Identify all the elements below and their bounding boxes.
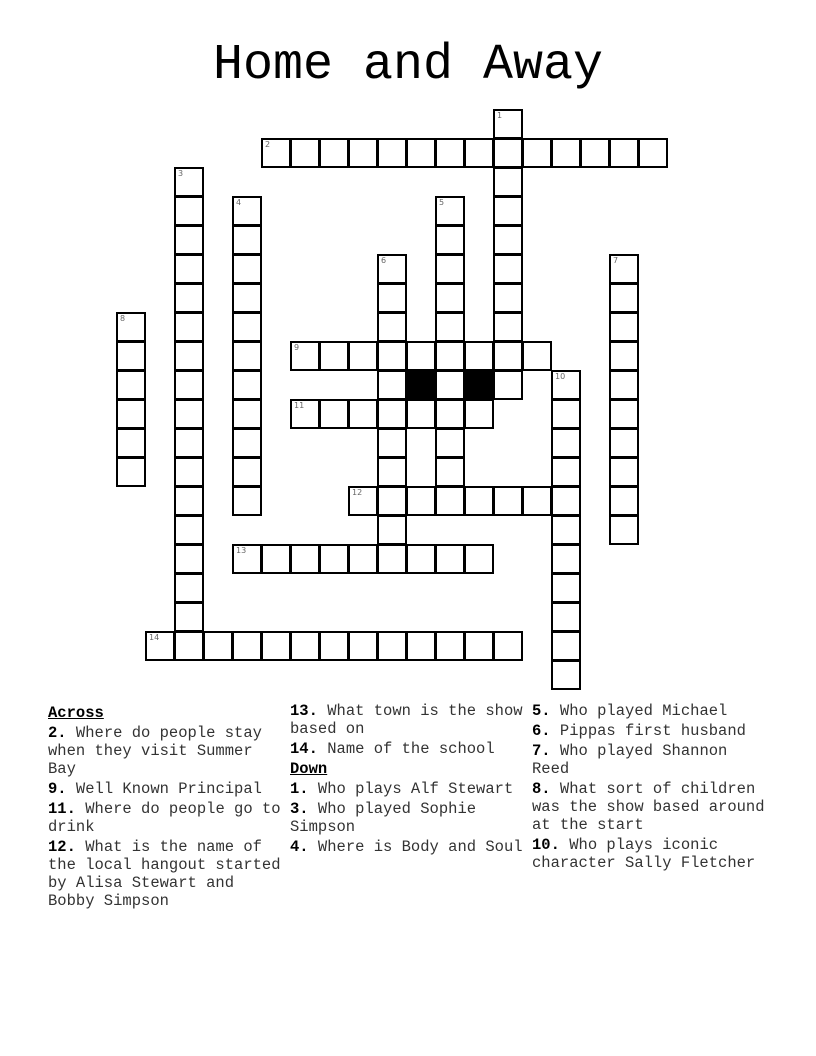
grid-cell[interactable] bbox=[232, 631, 262, 661]
grid-cell[interactable] bbox=[348, 631, 378, 661]
grid-cell[interactable] bbox=[551, 602, 581, 632]
grid-cell[interactable] bbox=[609, 428, 639, 458]
clue-number: 12. bbox=[48, 838, 76, 856]
grid-cell[interactable] bbox=[435, 196, 465, 226]
grid-cell[interactable] bbox=[232, 225, 262, 255]
grid-cell[interactable] bbox=[609, 399, 639, 429]
grid-cell[interactable] bbox=[493, 283, 523, 313]
grid-cell[interactable] bbox=[290, 399, 320, 429]
grid-cell[interactable] bbox=[435, 428, 465, 458]
grid-cell[interactable] bbox=[435, 254, 465, 284]
grid-cell[interactable] bbox=[551, 138, 581, 168]
grid-cell[interactable] bbox=[551, 486, 581, 516]
grid-cell[interactable] bbox=[261, 544, 291, 574]
grid-cell[interactable] bbox=[174, 399, 204, 429]
grid-cell[interactable] bbox=[435, 341, 465, 371]
grid-cell[interactable] bbox=[319, 544, 349, 574]
grid-cell[interactable] bbox=[464, 544, 494, 574]
clues-column-3 bbox=[532, 702, 767, 874]
clue-number: 10. bbox=[532, 836, 560, 854]
grid-cell[interactable] bbox=[174, 486, 204, 516]
grid-cell[interactable] bbox=[493, 109, 523, 139]
grid-cell[interactable] bbox=[232, 254, 262, 284]
grid-cell[interactable] bbox=[145, 631, 175, 661]
grid-cell[interactable] bbox=[609, 254, 639, 284]
grid-cell[interactable] bbox=[638, 138, 668, 168]
grid-cell[interactable] bbox=[522, 138, 552, 168]
clue-down-3 bbox=[290, 800, 525, 836]
grid-cell[interactable] bbox=[522, 486, 552, 516]
grid-cell[interactable] bbox=[116, 428, 146, 458]
cell-number: 9 bbox=[294, 343, 300, 352]
grid-cell[interactable] bbox=[348, 486, 378, 516]
clue-text: Name of the school bbox=[327, 740, 495, 758]
grid-cell[interactable] bbox=[377, 486, 407, 516]
grid-cell-blocked bbox=[406, 370, 436, 400]
grid-cell[interactable] bbox=[377, 370, 407, 400]
cell-number: 12 bbox=[352, 488, 363, 497]
clue-down-6 bbox=[532, 722, 767, 740]
grid-cell[interactable] bbox=[174, 341, 204, 371]
clues-column-1 bbox=[48, 702, 283, 912]
grid-cell[interactable] bbox=[377, 515, 407, 545]
grid-cell[interactable] bbox=[174, 370, 204, 400]
grid-cell[interactable] bbox=[203, 631, 233, 661]
grid-cell[interactable] bbox=[551, 457, 581, 487]
clues-column-2 bbox=[290, 702, 525, 858]
grid-cell[interactable] bbox=[377, 631, 407, 661]
cell-number: 3 bbox=[178, 169, 184, 178]
grid-cell[interactable] bbox=[319, 399, 349, 429]
grid-cell[interactable] bbox=[232, 312, 262, 342]
grid-cell[interactable] bbox=[174, 283, 204, 313]
grid-cell[interactable] bbox=[116, 341, 146, 371]
clue-text: What is the name of the local hangout started by Alisa Stewart and Bobby Simpson bbox=[48, 838, 281, 910]
grid-cell[interactable] bbox=[609, 283, 639, 313]
grid-cell[interactable] bbox=[319, 631, 349, 661]
clue-text: Well Known Principal bbox=[75, 780, 262, 798]
cell-number: 7 bbox=[613, 256, 619, 265]
cell-number: 13 bbox=[236, 546, 247, 555]
clue-text: Pippas first husband bbox=[559, 722, 746, 740]
clue-number: 1. bbox=[290, 780, 309, 798]
clue-number: 8. bbox=[532, 780, 551, 798]
grid-cell[interactable] bbox=[377, 312, 407, 342]
puzzle-title: Home and Away bbox=[212, 37, 604, 94]
grid-cell[interactable] bbox=[435, 544, 465, 574]
clue-across-12 bbox=[48, 838, 283, 910]
grid-cell[interactable] bbox=[290, 631, 320, 661]
grid-cell[interactable] bbox=[174, 457, 204, 487]
grid-cell[interactable] bbox=[609, 486, 639, 516]
grid-cell[interactable] bbox=[493, 167, 523, 197]
grid-cell[interactable] bbox=[464, 138, 494, 168]
grid-cell[interactable] bbox=[493, 631, 523, 661]
grid-cell[interactable] bbox=[551, 573, 581, 603]
grid-cell[interactable] bbox=[493, 254, 523, 284]
grid-cell[interactable] bbox=[290, 138, 320, 168]
grid-cell[interactable] bbox=[551, 544, 581, 574]
clue-text: Who played Shannon Reed bbox=[532, 742, 728, 778]
grid-cell[interactable] bbox=[551, 399, 581, 429]
grid-cell[interactable] bbox=[319, 138, 349, 168]
clue-across-14 bbox=[290, 740, 525, 758]
grid-cell[interactable] bbox=[261, 138, 291, 168]
grid-cell[interactable] bbox=[377, 283, 407, 313]
grid-cell[interactable] bbox=[493, 370, 523, 400]
grid-cell[interactable] bbox=[493, 312, 523, 342]
grid-cell[interactable] bbox=[174, 225, 204, 255]
grid-cell[interactable] bbox=[319, 341, 349, 371]
grid-cell[interactable] bbox=[406, 486, 436, 516]
grid-cell[interactable] bbox=[377, 544, 407, 574]
grid-cell[interactable] bbox=[493, 196, 523, 226]
clue-down-1 bbox=[290, 780, 525, 798]
grid-cell[interactable] bbox=[435, 138, 465, 168]
clue-number: 11. bbox=[48, 800, 76, 818]
grid-cell[interactable] bbox=[261, 631, 291, 661]
clue-down-10 bbox=[532, 836, 767, 872]
grid-cell[interactable] bbox=[174, 428, 204, 458]
clue-number: 5. bbox=[532, 702, 551, 720]
grid-cell[interactable] bbox=[232, 457, 262, 487]
clue-down-4 bbox=[290, 838, 525, 856]
grid-cell[interactable] bbox=[464, 631, 494, 661]
cell-number: 8 bbox=[120, 314, 126, 323]
clue-text: Where is Body and Soul bbox=[317, 838, 523, 856]
cell-number: 1 bbox=[497, 111, 503, 120]
clue-text: Who plays iconic character Sally Fletcher bbox=[532, 836, 756, 872]
grid-cell[interactable] bbox=[232, 544, 262, 574]
grid-cell[interactable] bbox=[435, 312, 465, 342]
grid-cell[interactable] bbox=[377, 428, 407, 458]
grid-cell[interactable] bbox=[493, 225, 523, 255]
grid-cell[interactable] bbox=[290, 341, 320, 371]
cell-number: 10 bbox=[555, 372, 566, 381]
grid-cell[interactable] bbox=[435, 225, 465, 255]
clue-number: 3. bbox=[290, 800, 309, 818]
grid-cell[interactable] bbox=[232, 283, 262, 313]
grid-cell[interactable] bbox=[174, 167, 204, 197]
grid-cell[interactable] bbox=[551, 515, 581, 545]
grid-cell[interactable] bbox=[116, 312, 146, 342]
clue-number: 4. bbox=[290, 838, 309, 856]
grid-cell[interactable] bbox=[377, 138, 407, 168]
grid-cell[interactable] bbox=[232, 341, 262, 371]
clue-text: Where do people go to drink bbox=[48, 800, 281, 836]
clue-number: 2. bbox=[48, 724, 67, 742]
clue-number: 13. bbox=[290, 702, 318, 720]
grid-cell[interactable] bbox=[493, 138, 523, 168]
grid-cell[interactable] bbox=[609, 457, 639, 487]
clue-text: Who played Sophie Simpson bbox=[290, 800, 477, 836]
grid-cell[interactable] bbox=[348, 341, 378, 371]
grid-cell[interactable] bbox=[435, 370, 465, 400]
grid-cell[interactable] bbox=[464, 486, 494, 516]
across-heading: Across bbox=[48, 704, 104, 722]
grid-cell[interactable] bbox=[406, 399, 436, 429]
cell-number: 11 bbox=[294, 401, 305, 410]
grid-cell[interactable] bbox=[609, 515, 639, 545]
grid-cell[interactable] bbox=[609, 341, 639, 371]
grid-cell[interactable] bbox=[406, 544, 436, 574]
clue-down-5 bbox=[532, 702, 767, 720]
grid-cell[interactable] bbox=[406, 341, 436, 371]
grid-cell[interactable] bbox=[232, 428, 262, 458]
clue-number: 6. bbox=[532, 722, 551, 740]
clue-text: Where do people stay when they visit Summer Bay bbox=[48, 724, 262, 778]
grid-cell[interactable] bbox=[174, 573, 204, 603]
grid-cell[interactable] bbox=[493, 341, 523, 371]
grid-cell[interactable] bbox=[377, 254, 407, 284]
grid-cell[interactable] bbox=[174, 254, 204, 284]
clue-text: Who plays Alf Stewart bbox=[317, 780, 514, 798]
grid-cell[interactable] bbox=[435, 283, 465, 313]
grid-cell[interactable] bbox=[377, 457, 407, 487]
grid-cell[interactable] bbox=[174, 196, 204, 226]
clue-number: 7. bbox=[532, 742, 551, 760]
clue-across-11 bbox=[48, 800, 283, 836]
grid-cell[interactable] bbox=[435, 399, 465, 429]
grid-cell[interactable] bbox=[406, 631, 436, 661]
clue-text: What town is the show based on bbox=[290, 702, 523, 738]
grid-cell[interactable] bbox=[580, 138, 610, 168]
grid-cell[interactable] bbox=[174, 312, 204, 342]
clue-text: What sort of children was the show based around at the start bbox=[532, 780, 765, 834]
clue-number: 14. bbox=[290, 740, 318, 758]
grid-cell[interactable] bbox=[116, 399, 146, 429]
cell-number: 6 bbox=[381, 256, 387, 265]
clue-text: Who played Michael bbox=[559, 702, 728, 720]
grid-cell[interactable] bbox=[174, 602, 204, 632]
grid-cell[interactable] bbox=[377, 399, 407, 429]
grid-cell[interactable] bbox=[348, 544, 378, 574]
grid-cell[interactable] bbox=[435, 486, 465, 516]
cell-number: 14 bbox=[149, 633, 160, 642]
grid-cell[interactable] bbox=[116, 370, 146, 400]
grid-cell[interactable] bbox=[232, 370, 262, 400]
grid-cell[interactable] bbox=[551, 428, 581, 458]
clue-across-2 bbox=[48, 724, 283, 778]
grid-cell[interactable] bbox=[551, 370, 581, 400]
clue-across-9 bbox=[48, 780, 283, 798]
grid-cell[interactable] bbox=[174, 544, 204, 574]
clue-number: 9. bbox=[48, 780, 67, 798]
grid-cell[interactable] bbox=[464, 341, 494, 371]
grid-cell[interactable] bbox=[348, 399, 378, 429]
grid-cell[interactable] bbox=[522, 341, 552, 371]
grid-cell[interactable] bbox=[609, 312, 639, 342]
cell-number: 4 bbox=[236, 198, 242, 207]
clue-down-7 bbox=[532, 742, 767, 778]
grid-cell[interactable] bbox=[174, 631, 204, 661]
grid-cell[interactable] bbox=[464, 399, 494, 429]
grid-cell-blocked bbox=[464, 370, 494, 400]
grid-cell[interactable] bbox=[435, 631, 465, 661]
grid-cell[interactable] bbox=[377, 341, 407, 371]
grid-cell[interactable] bbox=[174, 515, 204, 545]
clue-down-8 bbox=[532, 780, 767, 834]
grid-cell[interactable] bbox=[551, 660, 581, 690]
clue-across-13 bbox=[290, 702, 525, 738]
grid-cell[interactable] bbox=[609, 370, 639, 400]
grid-cell[interactable] bbox=[435, 457, 465, 487]
grid-cell[interactable] bbox=[232, 486, 262, 516]
grid-cell[interactable] bbox=[406, 138, 436, 168]
down-heading: Down bbox=[290, 760, 328, 778]
cell-number: 2 bbox=[265, 140, 271, 149]
grid-cell[interactable] bbox=[551, 631, 581, 661]
grid-cell[interactable] bbox=[290, 544, 320, 574]
grid-cell[interactable] bbox=[232, 399, 262, 429]
grid-cell[interactable] bbox=[232, 196, 262, 226]
grid-cell[interactable] bbox=[116, 457, 146, 487]
grid-cell[interactable] bbox=[609, 138, 639, 168]
grid-cell[interactable] bbox=[493, 486, 523, 516]
cell-number: 5 bbox=[439, 198, 445, 207]
grid-cell[interactable] bbox=[348, 138, 378, 168]
